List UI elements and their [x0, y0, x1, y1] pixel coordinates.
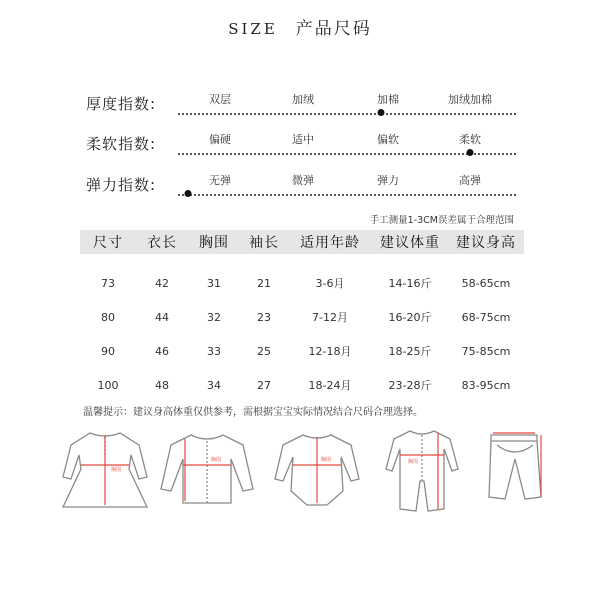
- cell: 68-75cm: [461, 310, 511, 324]
- col-header-sleeve: 袖长: [240, 230, 288, 254]
- attr-option: 加绒加棉: [448, 93, 492, 106]
- attr-option: 偏软: [377, 133, 399, 146]
- attr-selected-dot: [185, 190, 192, 197]
- cell: 33: [207, 344, 221, 358]
- label-chest: 胸围: [111, 467, 122, 473]
- col-header-age: 适用年龄: [288, 230, 372, 254]
- cell: 32: [207, 310, 221, 324]
- attr-label: 弹力指数:: [86, 176, 157, 194]
- cell: 16-20斤: [388, 311, 432, 324]
- table-row: [80, 254, 524, 300]
- attr-label: 厚度指数:: [86, 95, 157, 113]
- col-header-size: 尺寸: [80, 230, 136, 254]
- attr-scale-line: [178, 133, 516, 155]
- label-chest: 胸围: [321, 457, 332, 463]
- cell: 25: [257, 344, 271, 358]
- dress-diagram: [55, 425, 155, 515]
- cell: 27: [257, 378, 271, 392]
- attr-option: 双层: [209, 93, 231, 106]
- cell: 18-24月: [308, 379, 352, 392]
- attr-option: 微弹: [292, 174, 314, 187]
- cell: 58-65cm: [461, 276, 511, 290]
- attr-selected-dot: [378, 109, 385, 116]
- cell: 44: [155, 310, 169, 324]
- top-diagram: [157, 425, 257, 515]
- attr-option: 柔软: [459, 133, 481, 146]
- table-row: [80, 368, 524, 402]
- bodysuit-diagram: [267, 425, 367, 515]
- romper-diagram: [380, 425, 465, 515]
- title-en: SIZE: [228, 20, 278, 38]
- cell: 83-95cm: [461, 378, 511, 392]
- cell: 100: [97, 378, 119, 392]
- attr-row-thickness: [0, 93, 600, 123]
- cell: 23: [257, 310, 271, 324]
- cell: 46: [155, 344, 169, 358]
- attr-row-softness: [0, 133, 600, 163]
- measurement-note: 手工测量1-3CM误差属于合理范围: [369, 215, 514, 226]
- attr-option: 无弹: [209, 174, 231, 187]
- cell: 12-18月: [308, 345, 352, 358]
- col-header-height: 建议身高: [448, 230, 524, 254]
- cell: 23-28斤: [388, 379, 432, 392]
- page-title: [0, 14, 600, 39]
- table-row: [80, 334, 524, 368]
- col-header-chest: 胸围: [188, 230, 240, 254]
- cell: 75-85cm: [461, 344, 511, 358]
- attr-option: 加棉: [377, 93, 399, 106]
- label-chest: 胸围: [408, 459, 419, 465]
- col-header-length: 衣长: [136, 230, 188, 254]
- cell: 21: [257, 276, 271, 290]
- cell: 80: [101, 310, 115, 324]
- attr-scale-line: [178, 174, 516, 196]
- attr-option: 偏硬: [209, 133, 231, 146]
- table-row: [80, 300, 524, 334]
- attr-option: 高弹: [459, 174, 481, 187]
- table-header-row: [80, 230, 524, 254]
- size-tip: 温馨提示：建议身高体重仅供参考，需根据宝宝实际情况结合尺码合理选择。: [83, 407, 423, 418]
- pants-diagram: [475, 425, 555, 515]
- cell: 3-6月: [315, 277, 345, 290]
- attr-scale-line: [178, 93, 516, 115]
- cell: 18-25斤: [388, 345, 432, 358]
- cell: 14-16斤: [388, 277, 432, 290]
- attr-label: 柔软指数:: [86, 135, 157, 153]
- attr-row-elasticity: [0, 174, 600, 204]
- attr-option: 弹力: [377, 174, 399, 187]
- cell: 73: [101, 276, 115, 290]
- cell: 31: [207, 276, 221, 290]
- attr-selected-dot: [467, 149, 474, 156]
- cell: 48: [155, 378, 169, 392]
- size-table: [80, 230, 524, 402]
- cell: 7-12月: [312, 311, 348, 324]
- attr-option: 适中: [292, 133, 314, 146]
- cell: 42: [155, 276, 169, 290]
- cell: 90: [101, 344, 115, 358]
- label-chest: 胸围: [211, 457, 222, 463]
- title-zh: 产品尺码: [295, 19, 372, 39]
- attr-option: 加绒: [292, 93, 314, 106]
- col-header-weight: 建议体重: [372, 230, 448, 254]
- cell: 34: [207, 378, 221, 392]
- garment-diagrams: [55, 425, 555, 515]
